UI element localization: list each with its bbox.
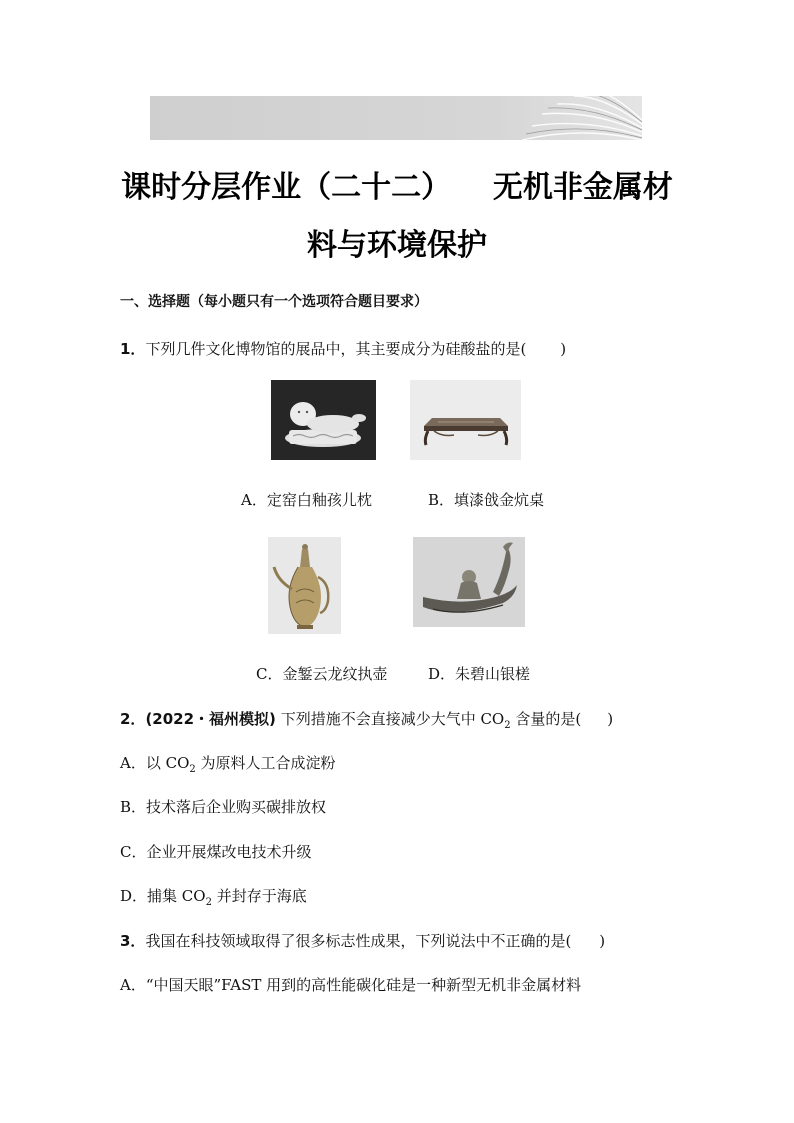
- question-1-stem: 下列几件文化博物馆的展品中，其主要成分为硅酸盐的是(: [145, 340, 527, 358]
- decorative-fan-icon: [512, 96, 642, 140]
- question-1: [120, 338, 566, 359]
- question-1-close: ): [560, 340, 567, 358]
- option-2b: B．技术落后企业购买碳排放权: [120, 798, 327, 816]
- option-1c: C．金錾云龙纹执壶: [256, 665, 388, 683]
- option-2a: [120, 752, 336, 775]
- page-title-line-2: 料与环境保护: [307, 228, 487, 263]
- option-2d-text: D．捕集 CO: [120, 887, 206, 905]
- question-3-number: 3．: [120, 932, 146, 950]
- option-1a: A．定窑白釉孩儿枕: [241, 491, 372, 509]
- question-2-number: 2．: [120, 710, 146, 728]
- header-banner: [150, 96, 642, 140]
- image-silver-raft-cup: [413, 537, 525, 627]
- question-3-close: ): [599, 932, 606, 950]
- question-2-stem-post: 含量的是(: [510, 710, 582, 728]
- option-3a: A．“中国天眼”FAST 用到的高性能碳化硅是一种新型无机非金属材料: [120, 976, 582, 994]
- question-2-source: (2022・福州模拟): [145, 710, 276, 728]
- question-3-stem: 我国在科技领域取得了很多标志性成果，下列说法中不正确的是(: [145, 932, 572, 950]
- option-2d-text-post: 并封存于海底: [211, 887, 307, 905]
- image-gold-dragon-ewer: [268, 537, 341, 634]
- option-1d: D．朱碧山银槎: [428, 665, 531, 683]
- option-2a-subscript: 2: [189, 764, 196, 775]
- question-1-number: 1．: [120, 340, 146, 358]
- question-2: [120, 708, 613, 731]
- image-lacquer-kang-table: [410, 380, 521, 460]
- option-1b: B．填漆戗金炕桌: [428, 491, 545, 509]
- section-heading: 一、选择题（每小题只有一个选项符合题目要求）: [120, 294, 428, 310]
- question-3: [120, 930, 605, 951]
- image-white-glazed-child-pillow: [271, 380, 376, 460]
- page-title-line-1: 课时分层作业（二十二） 无机非金属材: [121, 170, 673, 205]
- option-2d: [120, 885, 307, 908]
- question-2-stem: 下列措施不会直接减少大气中 CO: [280, 710, 505, 728]
- option-2c: C．企业开展煤改电技术升级: [120, 843, 312, 861]
- question-2-close: ): [607, 710, 614, 728]
- question-2-stem-subscript: 2: [504, 720, 511, 731]
- option-2a-text: A．以 CO: [120, 754, 190, 772]
- option-2d-subscript: 2: [205, 897, 212, 908]
- option-2a-text-post: 为原料人工合成淀粉: [195, 754, 336, 772]
